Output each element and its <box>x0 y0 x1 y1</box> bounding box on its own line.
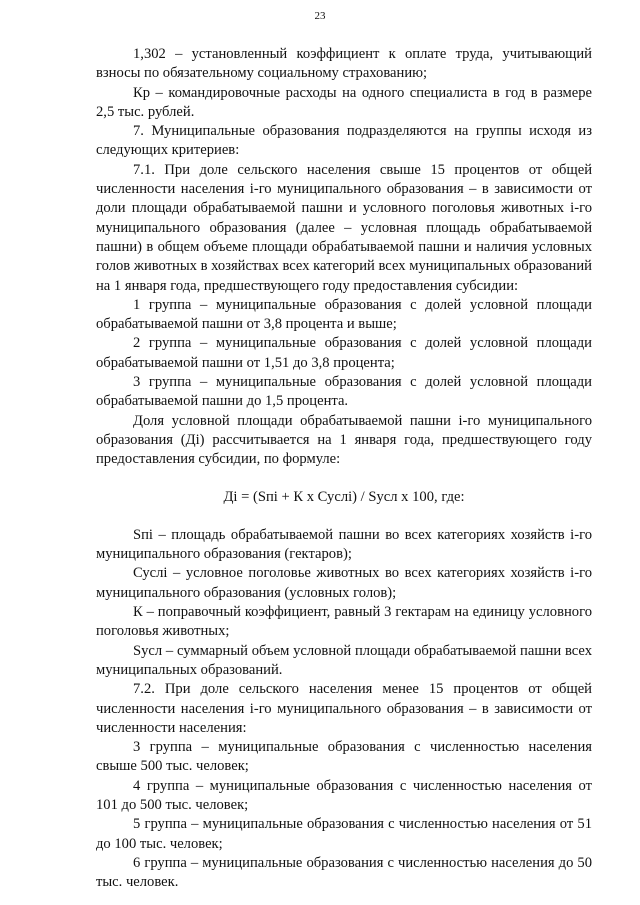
paragraph-def-susl: Sусл – суммарный объем условной площади обрабатываемой пашни всех муниципальных образований. <box>96 642 592 678</box>
paragraph-group-2: 2 группа – муниципальные образования с долей условной площади обрабатываемой пашни от 1,51 до 3,8 процента; <box>96 335 592 371</box>
paragraph-def-k: К – поправочный коэффициент, равный 3 гектарам на единицу условного поголовья животных; <box>96 604 592 640</box>
paragraph-group-1: 1 группа – муниципальные образования с долей условной площади обрабатываемой пашни от 3,8 процента и выше; <box>96 296 592 333</box>
paragraph-group-3-arable: 3 группа – муниципальные образования с долей условной площади обрабатываемой пашни до 1,5 процента. <box>96 374 592 410</box>
paragraph-coefficient-1302: 1,302 – установленный коэффициент к оплате труда, учитывающий взносы по обязательному социальному страхованию; <box>96 46 592 82</box>
paragraph-section-7: 7. Муниципальные образования подразделяются на группы исходя из следующих критериев: <box>96 123 592 159</box>
paragraph-group-4: 4 группа – муниципальные образования с численностью населения от 101 до 500 тыс. человек; <box>96 777 592 813</box>
paragraph-group-6: 6 группа – муниципальные образования с численностью населения до 50 тыс. человек. <box>96 854 592 891</box>
paragraph-section-7-2: 7.2. При доле сельского населения менее 15 процентов от общей численности населения i-го муниципального образования – в зависимости от численности населения: <box>96 681 592 736</box>
paragraph-section-7-1: 7.1. При доле сельского населения свыше 15 процентов от общей численности населения i-го муниципального образования – в зависимости от доли площади обрабатываемой пашни и условного поголовья животных i-го муниципального образования (далее – условная площадь обрабатываемой пашни) в общем объеме площади обрабатываемой пашни и наличия условных голов животных в хозяйствах всех категорий всех муниципальных образований на 1 января года, предшествующего году предоставления субсидии: <box>96 161 592 294</box>
paragraph-def-susli: Суслi – условное поголовье животных во всех категориях хозяйств i-го муниципального образования (условных голов); <box>96 565 592 601</box>
paragraph-def-spi: Sпi – площадь обрабатываемой пашни во всех категориях хозяйств i-го муниципального образования (гектаров); <box>96 526 592 563</box>
paragraph-share-calculation: Доля условной площади обрабатываемой пашни i-го муниципального образования (Дi) рассчитывается на 1 января года, предшествующего году предоставления субсидии, по формуле: <box>96 412 592 468</box>
paragraph-group-3-population: 3 группа – муниципальные образования с численностью населения свыше 500 тыс. человек; <box>96 739 592 775</box>
document-body <box>96 45 592 892</box>
paragraph-travel-expenses: Кр – командировочные расходы на одного специалиста в год в размере 2,5 тыс. рублей. <box>96 84 592 120</box>
page-number: 23 <box>314 10 326 22</box>
formula: Дi = (Sпi + К х Суслi) / Sусл х 100, где: <box>223 488 465 505</box>
paragraph-group-5: 5 группа – муниципальные образования с численностью населения от 51 до 100 тыс. человек; <box>96 816 592 852</box>
